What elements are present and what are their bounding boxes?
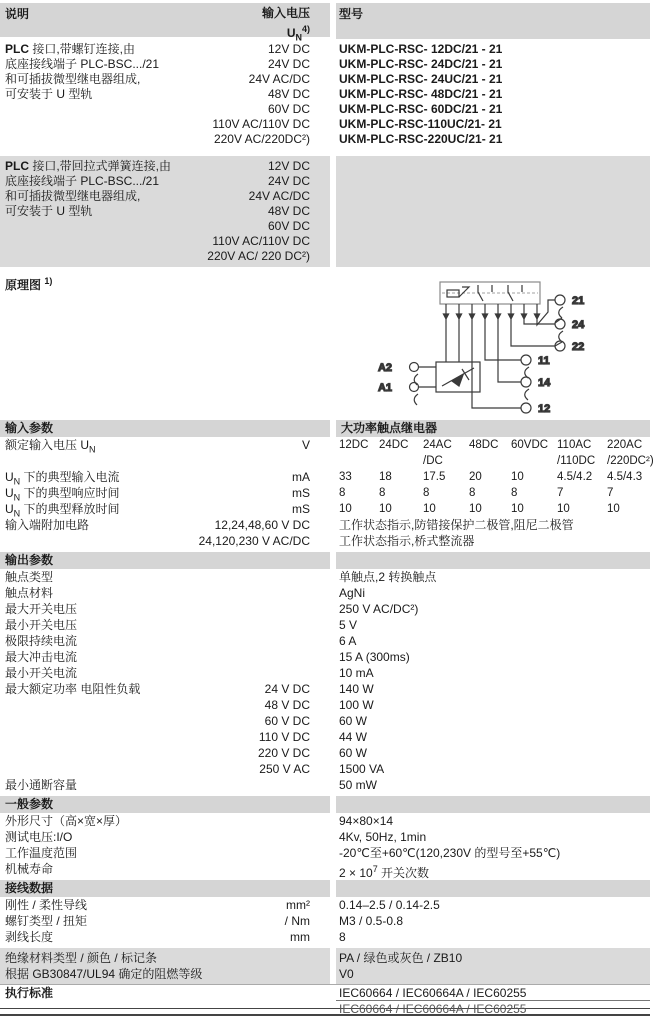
band-spacer	[336, 552, 650, 569]
relay-table-row: 33 18 17.5 20 10 4.5/4.2 4.5/4.3	[339, 471, 643, 483]
relay-table	[336, 437, 654, 549]
section-title-standards: 执行标准	[5, 986, 54, 1000]
product-row-screw	[0, 39, 650, 150]
output-section-body: 触点类型 触点材料 最大开关电压 最小开关电压 极限持续电流 最大冲击电流 最小开关电流 最大额定功率 电阻性负载 24 V DC 48 V DC 60 V DC 110 V DC 220 V DC 250 V AC 最小通断容量 单触点,2 转换触点 AgNi 250 V AC/DC²) 5 V 6 A 15 A (300ms) 10 mA 140 W 100 W 60 W 44 W 60 W 1500 VA 50 mW	[5, 570, 437, 792]
relay-table-header-1: 12DC 24DC 24AC 48DC 60VDC 110AC 220AC	[339, 439, 643, 451]
band-spacer	[336, 796, 650, 813]
product-voltages: 12V DC 24V DC 24V AC/DC 48V DC 60V DC 110V AC/110V DC 220V AC/220DC²)	[212, 42, 310, 146]
product-models	[336, 42, 650, 147]
unit: / Nm	[284, 914, 310, 928]
terminal-label-22: 22	[572, 341, 585, 353]
terminal-label-14: 14	[538, 377, 551, 389]
unit: mA	[292, 470, 310, 484]
terminal-label-12: 12	[538, 403, 551, 415]
empty-model-cell	[336, 156, 650, 267]
value: 24,120,230 V AC/DC	[198, 534, 310, 548]
section-title-wiring: 接线数据	[0, 880, 330, 897]
relay-table-header-2: /DC /110DC /220DC²)	[423, 455, 654, 467]
unit: mm²	[286, 898, 310, 912]
table-header	[0, 3, 650, 43]
product-description: PLC 接口,带螺钉连接,由 底座接线端子 PLC-BSC.../21 和可插拔微型继电器组成, 可安装于 U 型轨	[5, 42, 160, 101]
section-title-general: 一般参数	[0, 796, 330, 813]
insulation-rows: 绝缘材料类型 / 颜色 / 标记条 根据 GB30847/UL94 确定的阻燃等级 PA / 绿色或灰色 / ZB10 V0	[0, 948, 650, 984]
status-note: 工作状态指示,桥式整流器	[339, 534, 475, 548]
terminal-label-24: 24	[572, 319, 585, 331]
unit: mS	[292, 486, 310, 500]
wiring-section-body: 刚性 / 柔性导线 mm² 螺钉类型 / 扭矩 / Nm 剥线长度 mm 0.14–2.5 / 0.14-2.5 M3 / 0.5-0.8 8	[5, 898, 440, 944]
terminal-label-a1: A1	[377, 382, 392, 394]
schematic-title: 原理图 $^{1)}$	[5, 276, 53, 292]
schematic-section	[0, 270, 650, 420]
standards-value: IEC60664 / IEC60664A / IEC60255	[336, 985, 650, 1001]
col-header-model: 型号	[339, 7, 364, 21]
terminal-label-11: 11	[538, 355, 550, 367]
general-section-body: 外形尺寸（高×宽×厚） 测试电压:I/O 工作温度范围 机械寿命 94×80×14 4Kv, 50Hz, 1min -20℃至+60℃(120,230V 的型号至+55℃) $2 \times 10^7$ 开关次数	[5, 814, 561, 880]
col-header-description: 说明	[5, 7, 30, 21]
relay-table-row: 10 10 10 10 10 10 10	[339, 503, 620, 515]
relay-table-row: 8 8 8 8 8 7 7	[339, 487, 614, 499]
product-voltages: 12V DC 24V DC 24V AC/DC 48V DC 60V DC 110V AC/110V DC 220V AC/ 220 DC²)	[207, 159, 310, 263]
unit: V	[301, 438, 310, 452]
section-title-input: 输入参数	[0, 420, 330, 437]
model-number: UKM-PLC-RSC-220UC/21- 21	[339, 132, 503, 146]
value: 12,24,48,60 V DC	[214, 518, 310, 532]
band-spacer	[336, 880, 650, 897]
product-row-spring	[0, 153, 650, 270]
status-note: 工作状态指示,防错接保护二极管,阻尼二极管	[339, 518, 574, 532]
input-section-bands	[0, 420, 650, 437]
clipped-row: IEC60664 / IEC60664A / IEC60255	[339, 1002, 527, 1016]
terminal-label-21: 21	[572, 295, 585, 307]
unit: mm	[290, 930, 310, 944]
model-number: UKM-PLC-RSC-110UC/21- 21	[339, 117, 502, 131]
col-header-input-voltage: 输入电压 $U_N^{4)}$	[261, 6, 310, 43]
relay-table-title: 大功率触点继电器	[336, 420, 650, 437]
standards-section	[0, 984, 650, 1001]
model-number: UKM-PLC-RSC- 12DC/21 - 21	[339, 42, 503, 56]
model-number: UKM-PLC-RSC- 24DC/21 - 21	[339, 57, 503, 71]
unit: mS	[292, 502, 310, 516]
terminal-label-a2: A2	[377, 362, 392, 374]
product-description: PLC 接口,带回拉式弹簧连接,由 底座接线端子 PLC-BSC.../21 和可插拔微型继电器组成, 可安装于 U 型轨	[5, 159, 172, 218]
relay-schematic	[336, 270, 650, 418]
model-number: UKM-PLC-RSC- 24UC/21 - 21	[339, 72, 503, 86]
model-number: UKM-PLC-RSC- 60DC/21 - 21	[339, 102, 503, 116]
model-number: UKM-PLC-RSC- 48DC/21 - 21	[339, 87, 503, 101]
section-title-output: 输出参数	[0, 552, 330, 569]
input-section-body: 额定输入电压 $U_N$ V $U_N$ 下的典型输入电流 mA $U_N$ 下的典型响应时间 mS $U_N$ 下的典型释放时间 mS 输入端附加电路 12,24,48,60 V DC 24,120,230 V AC/DC 12DC 24DC 24AC 48DC 60VDC 110AC 220AC /DC /110DC /220DC²) 33 18 17.5 20 10 4.5/4.2 4.5/4.3 8 8 8 8 8 7 7 10 10 10 10 10 10 10 工作状态指示,防错接保护二极管,阻尼二极管 工作状态指示,桥式整流器	[5, 438, 654, 548]
